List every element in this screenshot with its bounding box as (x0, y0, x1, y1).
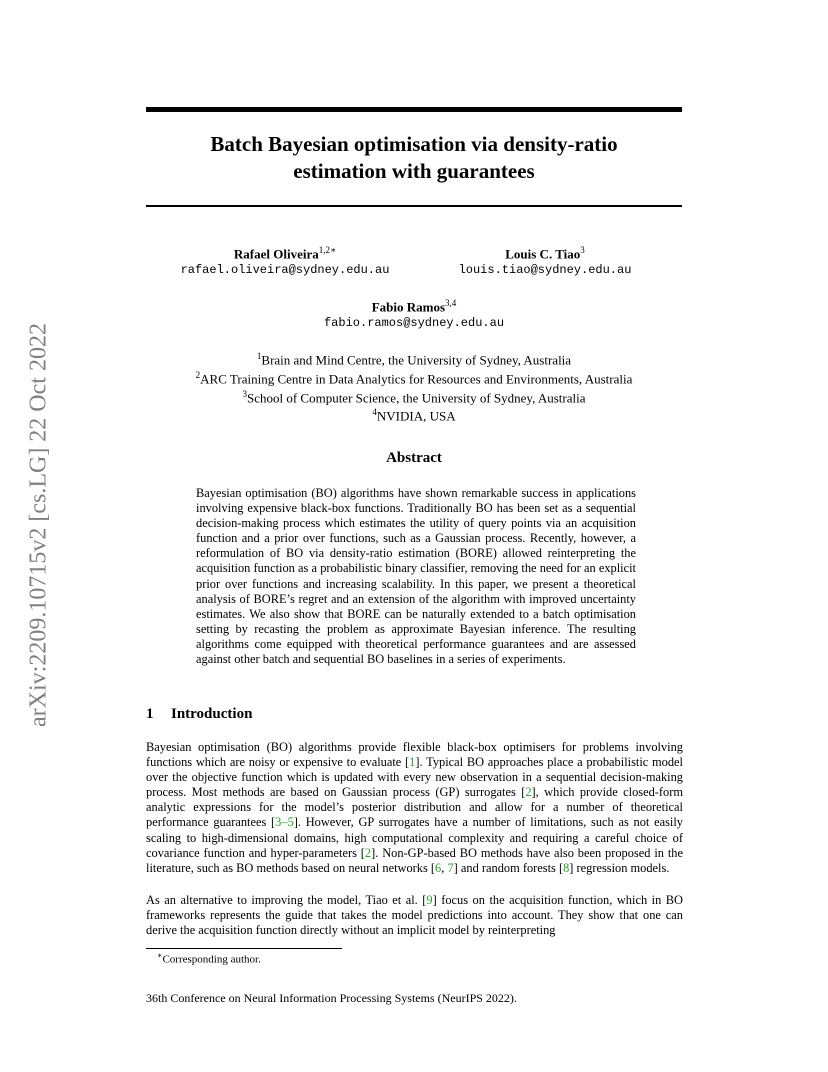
title-line-1: Batch Bayesian optimisation via density-ratio (210, 132, 618, 156)
title-top-rule (146, 107, 682, 112)
title-line-2: estimation with guarantees (293, 159, 535, 183)
citation-link[interactable]: 6 (435, 860, 442, 875)
author-affiliation-marks: 3 (580, 245, 585, 255)
affiliations-list (146, 349, 682, 424)
citation-link[interactable]: 7 (447, 860, 454, 875)
arxiv-identifier-stamp: arXiv:2209.10715v2 [cs.LG] 22 Oct 2022 (25, 323, 52, 727)
author-block-1 (160, 242, 410, 279)
citation-link[interactable]: 9 (426, 893, 433, 907)
section-number: 1 (146, 706, 154, 722)
author-email: louis.tiao@sydney.edu.au (458, 263, 632, 278)
citation-link[interactable]: 2 (364, 845, 372, 860)
author-name: Louis C. Tiao$^3$ (505, 245, 585, 262)
author-name: Fabio Ramos$^{3,4}$ (371, 298, 457, 315)
author-block-2 (420, 242, 670, 279)
abstract-body: Bayesian optimisation (BO) algorithms have shown remarkable success in applications involving expensive black-box functions. Traditionally BO has been set as a sequential decision-making process which estimates the utility of query points via an acquisition function and a prior over functions, such as a Gaussian process. Recently, however, a reformulation of BO via density-ratio estimation (BORE) allowed reinterpreting the acquisition function as a probabilistic binary classifier, removing the need for an explicit prior over functions and increasing scalability. In this paper, we present a theoretical analysis of BORE’s regret and an extension of the algorithm with improved uncertainty estimates. We also show that BORE can be naturally extended to a batch optimisation setting by recasting the problem as approximate Bayesian inference. The resulting algorithms come equipped with theoretical performance guarantees and are assessed against other batch and sequential BO baselines in a series of experiments. (196, 486, 636, 667)
citation-link[interactable]: 2 (525, 785, 532, 800)
author-email: fabio.ramos@sydney.edu.au (323, 316, 505, 331)
conference-venue: 36th Conference on Neural Information Processing Systems (NeurIPS 2022). (146, 991, 517, 1005)
author-name: Rafael Oliveira$^{1,2∗}$ (233, 245, 337, 262)
footnote-rule (146, 948, 342, 949)
affiliation-3: $^3$School of Computer Science, the University of Sydney, Australia (242, 388, 586, 405)
footnote: ∗Corresponding author. (157, 951, 261, 966)
abstract-heading: Abstract (386, 450, 442, 466)
affiliation-1: $^1$Brain and Mind Centre, the University of Sydney, Australia (256, 351, 572, 368)
affiliation-4: $^4$NVIDIA, USA (372, 407, 456, 424)
paper-title (146, 131, 682, 185)
citation-link[interactable]: 1 (409, 755, 416, 770)
author-affiliation-marks: 3,4 (445, 298, 457, 308)
author-email: rafael.oliveira@sydney.edu.au (180, 263, 390, 278)
affiliation-2: $^2$ARC Training Centre in Data Analytics for Resources and Environments, Australia (195, 369, 633, 387)
intro-paragraph-1: Bayesian optimisation (BO) algorithms provide flexible black-box optimisers for problems involving functions which are noisy or expensive to evaluate [1]. Typical BO approaches place a probabilistic model over the objective function which is updated with every new observation in a sequential decision-making process. Most methods are based on Gaussian process (GP) surrogates [2], which provide closed-form analytic expressions for the model’s posterior distribution and allow for a number of theoretical performance guarantees [3–5]. However, GP surrogates have a number of limitations, such as not easily scaling to high-dimensional domains, high computational complexity and requiring a careful choice of covariance function and hyper-parameters [2]. Non-GP-based BO methods have also been proposed in the literature, such as BO methods based on neural networks [6, 7] and random forests [8] regression models. (146, 740, 683, 875)
citation-link[interactable]: 8 (563, 860, 570, 875)
section-title: Introduction (171, 706, 253, 722)
citation-link[interactable]: 3–5 (275, 815, 294, 830)
section-heading-introduction (146, 706, 252, 723)
author-block-3 (289, 295, 539, 332)
intro-paragraph-2: As an alternative to improving the model, Tiao et al. [9] focus on the acquisition function, which in BO frameworks represents the guide that takes the model predictions into account. They show that one can derive the acquisition function directly without an implicit model by reinterpreting (146, 893, 683, 938)
author-affiliation-marks: 1,2∗ (318, 245, 337, 255)
footnote-mark: ∗ (157, 951, 163, 960)
title-bottom-rule (146, 205, 682, 207)
